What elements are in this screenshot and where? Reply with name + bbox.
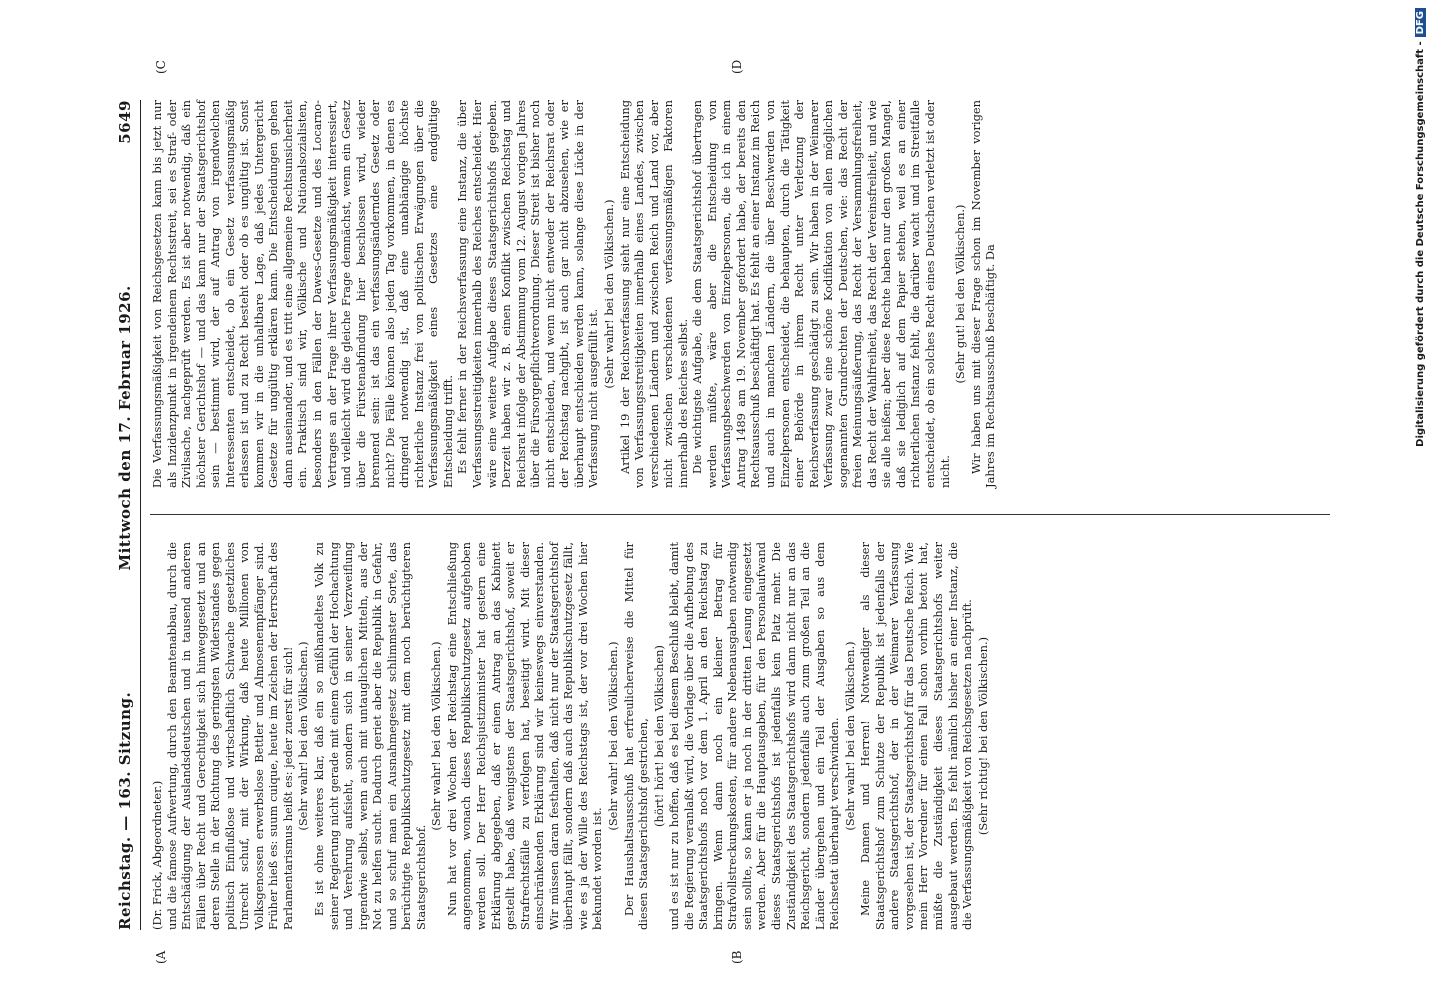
header-rule bbox=[140, 100, 141, 930]
margin-marker-c: (C bbox=[154, 60, 168, 74]
paragraph: und es ist nur zu hoffen, daß es bei diesem Beschluß bleibt, damit die Regierung veranlaßt wird, die Vorlage über die Aufhebung des Staatsgerichtshofs noch vor dem 1. April an den Reichstag zu bringen. Wenn dann noch ein kleiner Betrag für Strafvollstreckungskosten, für andere Nebenausgaben notwendig sein sollte, so kann er ja noch in der dritten Lesung eingesetzt werden. Aber für die Hauptausgaben, für den Personalaufwand dieses Staatsgerichtshofs ist jedenfalls kein Platz mehr. Die Zuständigkeit des Staatsgerichtshofs wird dann nicht nur an das Reichsgericht, sondern jedenfalls auch zum großen Teil an die Länder übergehen und ein Teil der Ausgaben so aus dem Reichsetat überhaupt verschwinden. bbox=[667, 542, 842, 930]
paragraph: und die famose Aufwertung, durch den Beamtenabbau, durch die Entschädigung der Auslandsdeutschen und in tausend anderen Fällen über Recht und Gerechtigkeit sich hinweggesetzt und an deren Stelle in der Richtung des geringsten Widerstandes gegen politisch Einflußlose und wirtschaftlich Schwache gesetzliches Unrecht schuf, mit der Wirkung, daß heute Millionen von Volksgenossen erwerbslose Bettler und Almosenempfänger sind. Früher hieß es: suum cuique, heute im Zeichen der Herrschaft des Parlamentarismus heißt es: jeder zuerst für sich! bbox=[164, 542, 295, 930]
interjection: (Sehr gut! bei den Völkischen.) bbox=[953, 204, 968, 384]
header-left: Reichstag. — 163. Sitzung. bbox=[116, 691, 134, 930]
paragraph: Artikel 19 der Reichsverfassung sieht nur eine Entscheidung von Verfassungsstreitigkeiten innerhalb eines Landes, zwischen verschiedenen Ländern und zwischen Reich und Land vor, aber nicht zwischen verschiedenen verfassungsmäßigen Faktoren innerhalb des Reiches selbst. bbox=[617, 100, 690, 488]
interjection: (hört! hört! bei den Völkischen) bbox=[651, 645, 666, 827]
interjection: (Sehr richtig! bei den Völkischen.) bbox=[975, 636, 990, 836]
digitization-note-text: Digitalisierung gefördert durch die Deutsche Forschungsgemeinschaft - bbox=[1415, 41, 1426, 447]
dfg-logo-badge: DFG bbox=[1415, 8, 1426, 37]
column-divider bbox=[150, 514, 1330, 515]
page-header bbox=[110, 100, 140, 930]
interjection: (Sehr wahr! bei den Völkischen.) bbox=[296, 641, 311, 831]
paragraph: Es fehlt ferner in der Reichsverfassung eine Instanz, die über Verfassungsstreitigkeiten innerhalb des Reiches entscheidet. Hier wäre eine weitere Aufgabe dieses Staatsgerichtshofs gegeben. Derzeit haben wir z. B. einen Konflikt zwischen Reichstag und Reichsrat infolge der Abstimmung vom 12. August vorigen Jahres über die Fürsorgepflichtverordnung. Dieser Streit ist bisher noch nicht entschieden, und wenn nicht entweder der Reichsrat oder der Reichstag nachgibt, ist auch gar nicht abzusehen, wie er überhaupt entschieden werden kann, solange diese Lücke in der Verfassung nicht ausgefüllt ist. bbox=[455, 100, 601, 488]
paragraph: Die Verfassungsmäßigkeit von Reichsgesetzen kann bis jetzt nur als Inzidenzpunkt in irgendeinem Rechtsstreit, sei es Straf- oder Zivilsache, nachgeprüft werden. Es ist aber notwendig, daß ein höchster Gerichtshof — und das kann nur der Staatsgerichtshof sein — bestimmt wird, der auf Antrag von irgendwelchen Interessenten entscheidet, ob ein Gesetz verfassungsmäßig erlassen ist und zu Recht besteht oder ob es ungültig ist. Sonst kommen wir in die unhaltbare Lage, daß jedes Untergericht Gesetze für ungültig erklären kann. Die Entscheidungen gehen dann auseinander, und es tritt eine allgemeine Rechtsunsicherheit ein. Praktisch sind wir, Völkische und Nationalsozialisten, besonders in den Fällen der Dawes-Gesetze und des Locarno-Vertrages an der Frage ihrer Verfassungsmäßigkeit interessiert, und vielleicht wird die gleiche Frage demnächst, wenn ein Gesetz über die Fürstenabfindung hier beschlossen wird, wieder brennend sein: ist das ein verfassungsänderndes Gesetz oder nicht? Die Fälle können also jeden Tag vorkommen, in denen es dringend notwendig ist, daß eine unabhängige höchste richterliche Instanz frei von politischen Erwägungen über die Verfassungsmäßigkeit eines Gesetzes eine endgültige Entscheidung trifft. bbox=[150, 100, 455, 488]
paragraph: (Dr. Frick, Abgeordneter.) bbox=[150, 780, 164, 930]
right-column bbox=[150, 100, 998, 488]
margin-marker-d: (D bbox=[730, 59, 744, 74]
header-date: Mittwoch den 17. Februar 1926. bbox=[116, 285, 134, 571]
interjection: (Sehr wahr! bei den Völkischen.) bbox=[842, 641, 857, 831]
paragraph: Meine Damen und Herren! Notwendiger als dieser Staatsgerichtshof zum Schutze der Republik ist jedenfalls der andere Staatsgerichtshof, der in der Weimarer Verfassung vorgesehen ist, der Staatsgerichtshof für das Deutsche Reich. Wie mein Herr Vorredner für einen Fall schon vorhin betont hat, müßte die Zuständigkeit dieses Staatsgerichtshofs weiter ausgebaut werden. Es fehlt nämlich bisher an einer Instanz, die die Verfassungsmäßigkeit von Reichsgesetzen nachprüft. bbox=[858, 542, 975, 930]
paragraph: Es ist ohne weiteres klar, daß ein so mißhandeltes Volk zu seiner Regierung nicht gerade mit einem Gefühl der Hochachtung und Verehrung aufsieht, sondern sich in seiner Verzweiflung irgendwie selbst, wenn auch mit untauglichen Mitteln, aus der Not zu helfen sucht. Dadurch geriet aber die Republik in Gefahr, und so schuf man ein Ausnahmegesetz schlimmster Sorte, das berüchtigte Republikschutzgesetz mit dem noch berüchtigteren Staatsgerichtshof. bbox=[312, 542, 428, 930]
interjection: (Sehr wahr! bei den Völkischen.) bbox=[601, 199, 616, 389]
paragraph: Wir haben uns mit dieser Frage schon im November vorigen Jahres im Rechtsausschuß beschäftigt. Da bbox=[968, 100, 998, 488]
paragraph: Die wichtigste Aufgabe, die dem Staatsgerichtshof übertragen werden müßte, wäre aber die Entscheidung von Verfassungsbeschwerden von Einzelpersonen, die ich in einem Antrag 1489 am 19. November gefordert habe, der bereits den Rechtsausschuß beschäftigt hat. Es fehlt an einer Instanz im Reich und auch in manchen Ländern, die über Beschwerden von Einzelpersonen entscheidet, die behaupten, durch die Tätigkeit einer Behörde in ihrem Recht unter Verletzung der Reichsverfassung geschädigt zu sein. Wir haben in der Weimarer Verfassung zwar eine schöne Kodifikation von allen möglichen sogenannten Grundrechten der Deutschen, wie: das Recht der freien Meinungsäußerung, das Recht der Versammlungsfreiheit, das Recht der Wahlfreiheit, das Recht der Vereinsfreiheit, und wie sie alle heißen; aber diese Rechte haben nur den großen Mangel, daß sie lediglich auf dem Papier stehen, weil es an einer richterlichen Instanz fehlt, die darüber wacht und im Streitfalle entscheidet, ob ein solches Recht eines Deutschen verletzt ist oder nicht. bbox=[690, 100, 952, 488]
margin-marker-a: (A bbox=[154, 950, 168, 964]
margin-marker-b: (B bbox=[730, 950, 744, 964]
digitization-note bbox=[1415, 8, 1429, 992]
paragraph: Nun hat vor drei Wochen der Reichstag eine Entschließung angenommen, wonach dieses Republikschutzgesetz aufgehoben werden soll. Der Herr Reichsjustizminister hat gestern eine Erklärung abgegeben, daß er einen Antrag an das Kabinett gestellt habe, daß wenigstens der Staatsgerichtshof, soweit er Strafrechtsfälle zu verfolgen hat, beseitigt wird. Mit dieser einschränkenden Erklärung sind wir keineswegs einverstanden. Wir müssen daran festhalten, daß nicht nur der Staatsgerichtshof überhaupt fällt, sondern daß auch das Republikschutzgesetz fällt, wie es ja der Wille des Reichstags ist, der vor drei Wochen hier bekundet worden ist. bbox=[444, 542, 605, 930]
left-column bbox=[150, 542, 991, 930]
paragraph: Der Haushaltsausschuß hat erfreulicherweise die Mittel für diesen Staatsgerichtshof gestrichen, bbox=[621, 542, 651, 930]
interjection: (Sehr wahr! bei den Völkischen.) bbox=[429, 641, 444, 831]
header-right bbox=[116, 100, 134, 571]
interjection: (Sehr wahr! bei den Völkischen.) bbox=[605, 641, 620, 831]
page-content bbox=[110, 59, 1340, 964]
page-number: 5649 bbox=[116, 100, 134, 144]
